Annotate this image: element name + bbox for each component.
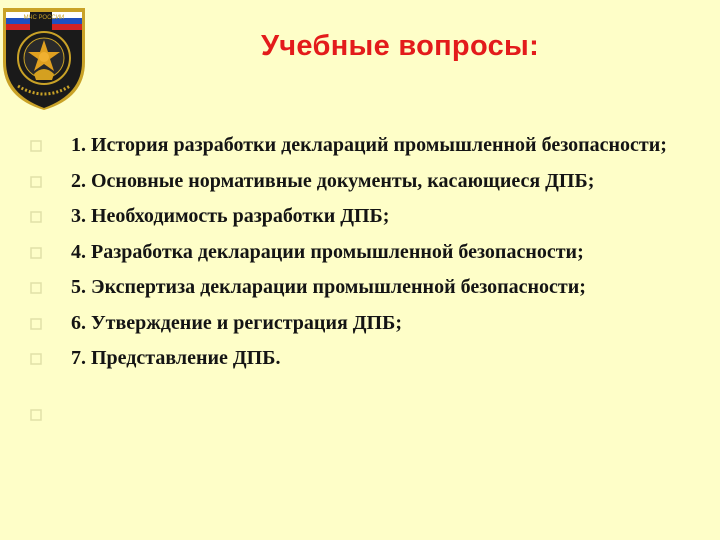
list-item-text: 1. История разработки деклараций промышленной безопасности;	[71, 134, 667, 156]
list-item	[30, 240, 710, 264]
list-item-text: 5. Экспертиза декларации промышленной безопасности;	[71, 276, 586, 298]
list-item	[30, 346, 710, 370]
list-item-text: 7. Представление ДПБ.	[71, 347, 281, 369]
list-item-text: 3. Необходимость разработки ДПБ;	[71, 205, 390, 227]
bullet-icon	[30, 318, 42, 330]
list-item	[30, 311, 710, 335]
slide-title: Учебные вопросы:	[260, 30, 540, 62]
list-item-text: 6. Утверждение и регистрация ДПБ;	[71, 311, 402, 334]
list-item-text: 2. Основные нормативные документы, касающиеся ДПБ;	[71, 169, 595, 192]
bullet-icon	[30, 211, 42, 223]
empty-bullet-icon	[30, 408, 42, 420]
list-item	[30, 204, 710, 228]
bullet-icon	[30, 282, 42, 294]
list-item	[30, 275, 710, 299]
bullet-icon	[30, 353, 42, 365]
list-item-text: 4. Разработка декларации промышленной безопасности;	[71, 240, 584, 263]
bullet-icon	[30, 140, 42, 152]
mchs-emblem-icon	[0, 2, 88, 110]
emblem-text: МЧС РОССИИ	[23, 15, 65, 21]
questions-list	[30, 133, 710, 382]
bullet-icon	[30, 176, 42, 188]
bullet-icon	[30, 247, 42, 259]
list-item	[30, 133, 710, 157]
list-item	[30, 169, 710, 193]
